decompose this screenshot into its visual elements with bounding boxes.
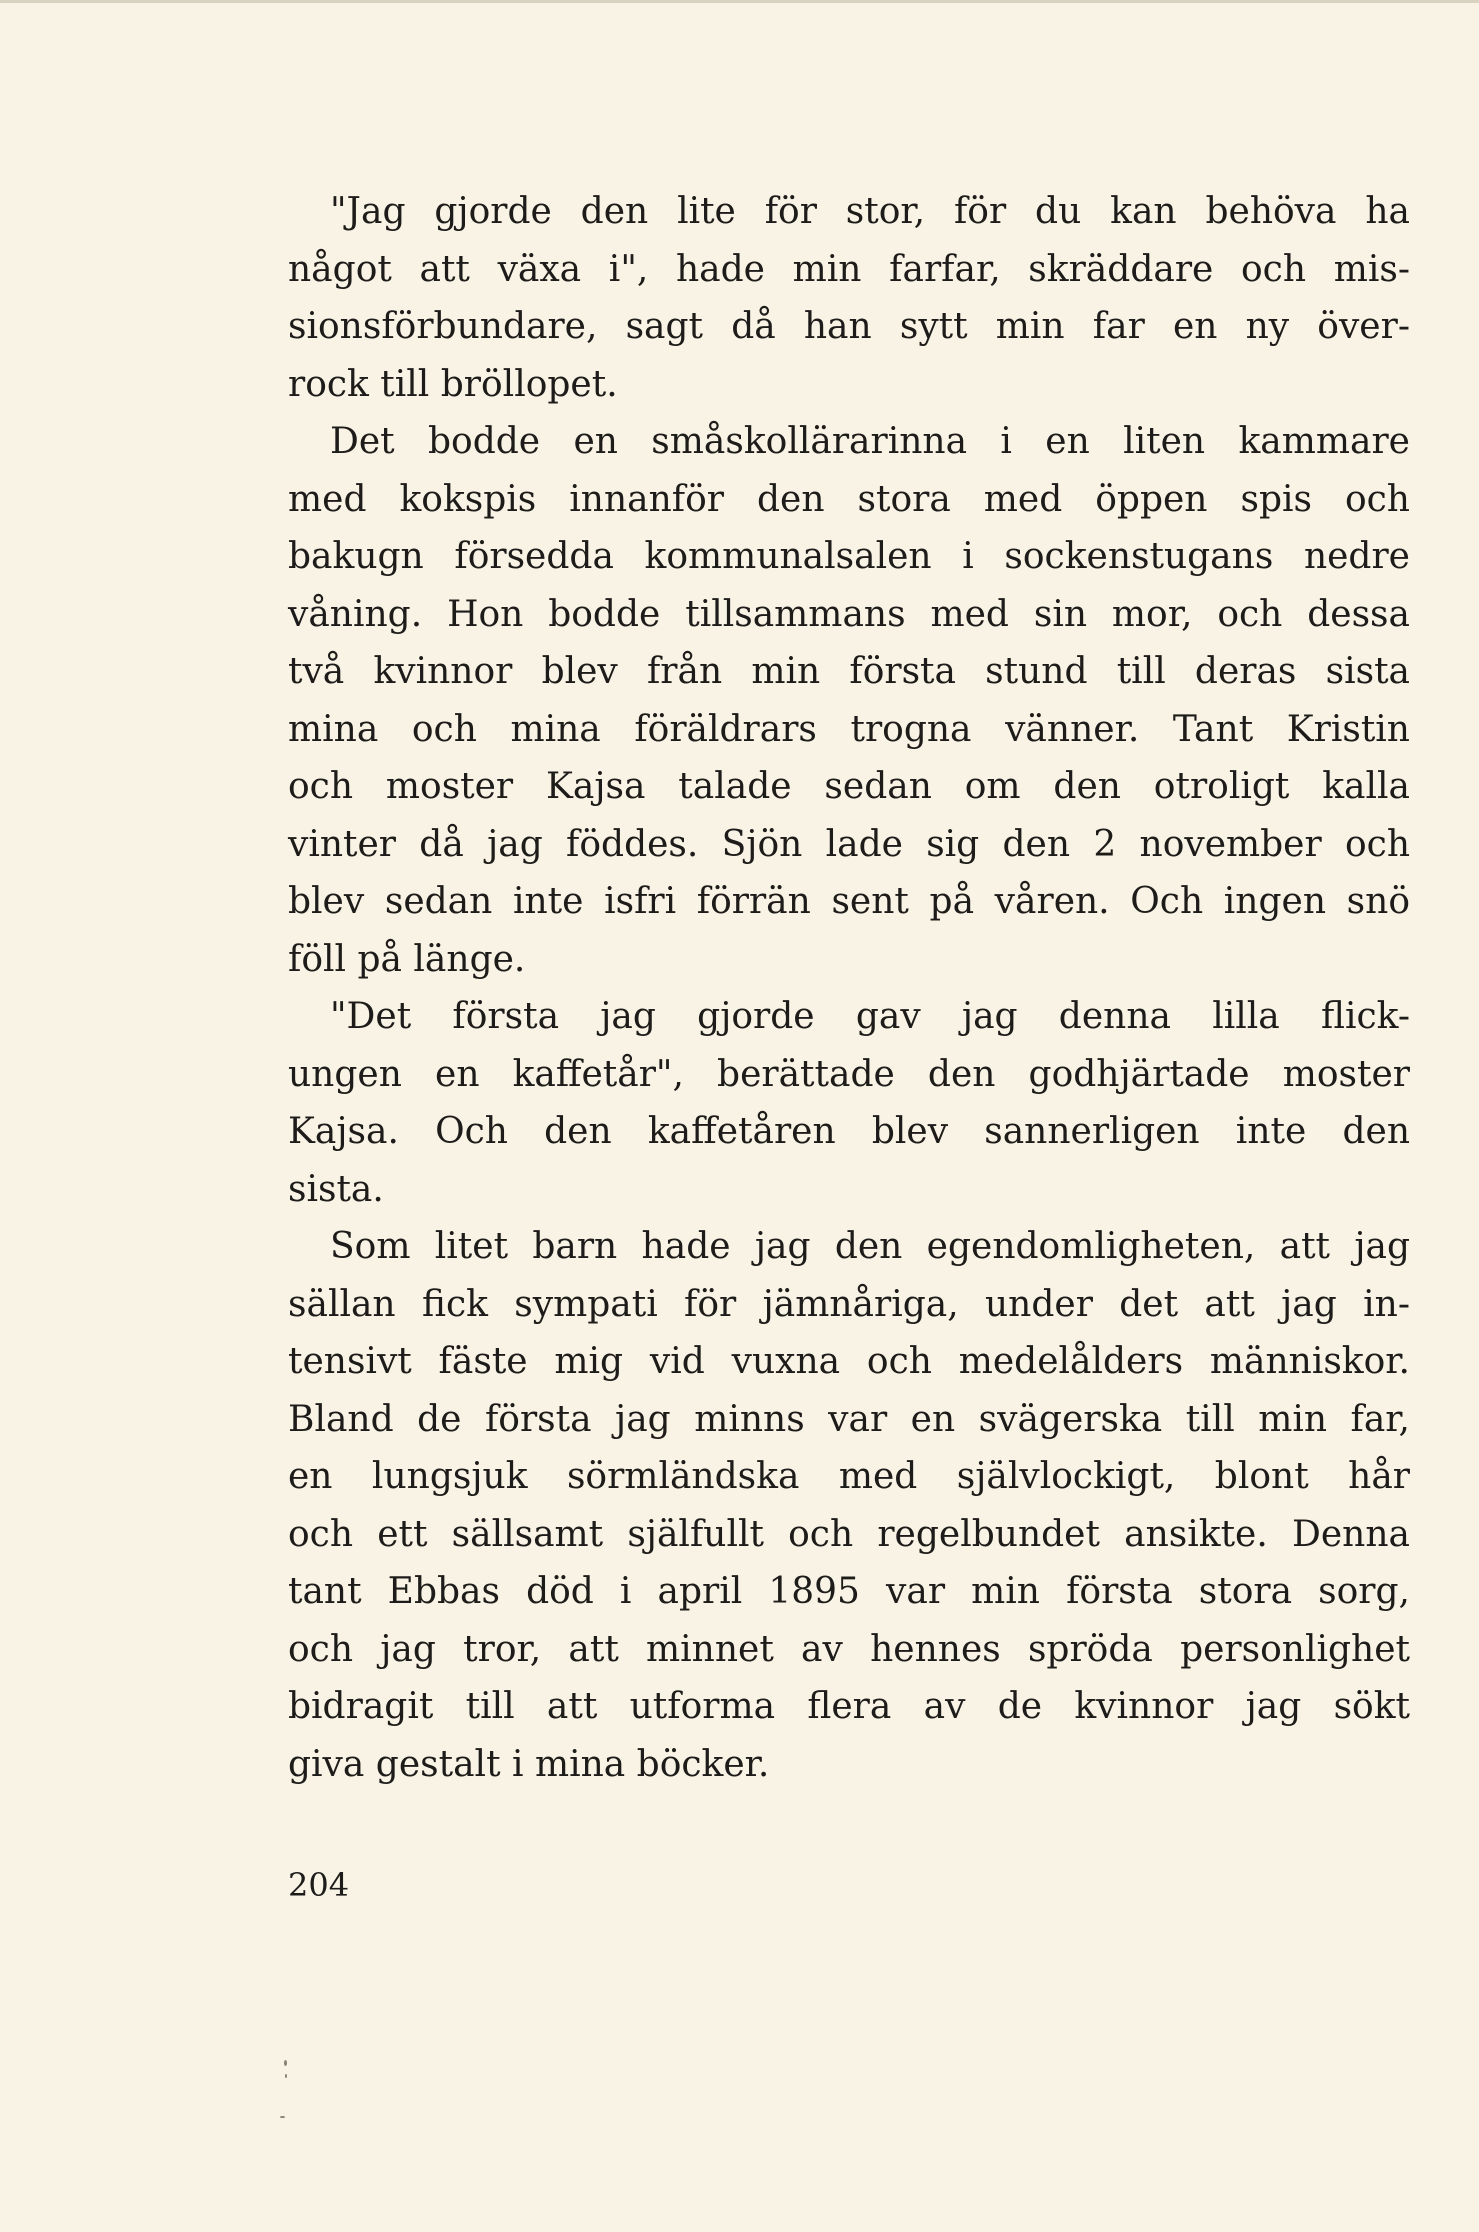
text-line: sällan fick sympati för jämnåriga, under det att jag in- xyxy=(288,1283,1410,1325)
paragraph xyxy=(288,988,1410,1218)
text-line: tant Ebbas död i april 1895 var min första stora sorg, xyxy=(288,1571,1410,1612)
text-line: två kvinnor blev från min första stund till deras sista xyxy=(288,651,1410,692)
text-line: tensivt fäste mig vid vuxna och medelålders människor. xyxy=(288,1341,1410,1382)
text-line: en lungsjuk sörmländska med självlockigt, blont hår xyxy=(288,1456,1410,1497)
paragraph xyxy=(288,1218,1410,1793)
text-line: ungen en kaffetår", berättade den godhjärtade moster xyxy=(288,1053,1410,1095)
text-line: vinter då jag föddes. Sjön lade sig den 2 november och xyxy=(288,823,1410,865)
text-line: blev sedan inte isfri förrän sent på våren. Och ingen snö xyxy=(288,881,1410,922)
page-top-edge xyxy=(0,0,1479,3)
text-line: och ett sällsamt själfullt och regelbundet ansikte. Denna xyxy=(288,1513,1410,1555)
speck xyxy=(280,2116,285,2118)
text-line: sionsförbundare, sagt då han sytt min far en ny över- xyxy=(288,306,1410,347)
text-line: Bland de första jag minns var en svägerska till min far, xyxy=(288,1398,1410,1440)
text-line: något att växa i", hade min farfar, skräddare och mis- xyxy=(288,248,1410,290)
paragraph xyxy=(288,413,1410,988)
text-line: Kajsa. Och den kaffetåren blev sannerligen inte den xyxy=(288,1111,1410,1152)
speck xyxy=(284,2060,287,2066)
speck xyxy=(285,2074,287,2078)
text-line: bakugn försedda kommunalsalen i sockenstugans nedre xyxy=(288,536,1410,577)
text-line: bidragit till att utforma flera av de kvinnor jag sökt xyxy=(288,1686,1410,1727)
paragraph xyxy=(288,183,1410,413)
text-line: Som litet barn hade jag den egendomligheten, att jag xyxy=(330,1226,1410,1267)
text-line: Det bodde en småskollärarinna i en liten kammare xyxy=(330,421,1410,462)
body-text xyxy=(288,183,1410,1793)
text-line: föll på länge. xyxy=(288,938,526,980)
text-line: "Det första jag gjorde gav jag denna lilla flick- xyxy=(330,996,1410,1037)
text-line: och moster Kajsa talade sedan om den otroligt kalla xyxy=(288,766,1410,807)
text-line: sista. xyxy=(288,1168,384,1210)
text-line: våning. Hon bodde tillsammans med sin mor, och dessa xyxy=(288,593,1410,635)
text-line: giva gestalt i mina böcker. xyxy=(288,1743,770,1785)
paper-specks xyxy=(280,2050,310,2130)
page-number: 204 xyxy=(288,1866,350,1904)
text-line: och jag tror, att minnet av hennes spröda personlighet xyxy=(288,1628,1410,1670)
text-line: mina och mina föräldrars trogna vänner. Tant Kristin xyxy=(288,708,1410,750)
text-line: med kokspis innanför den stora med öppen spis och xyxy=(288,478,1410,520)
text-line: "Jag gjorde den lite för stor, för du kan behöva ha xyxy=(330,191,1410,232)
text-line: rock till bröllopet. xyxy=(288,363,618,405)
